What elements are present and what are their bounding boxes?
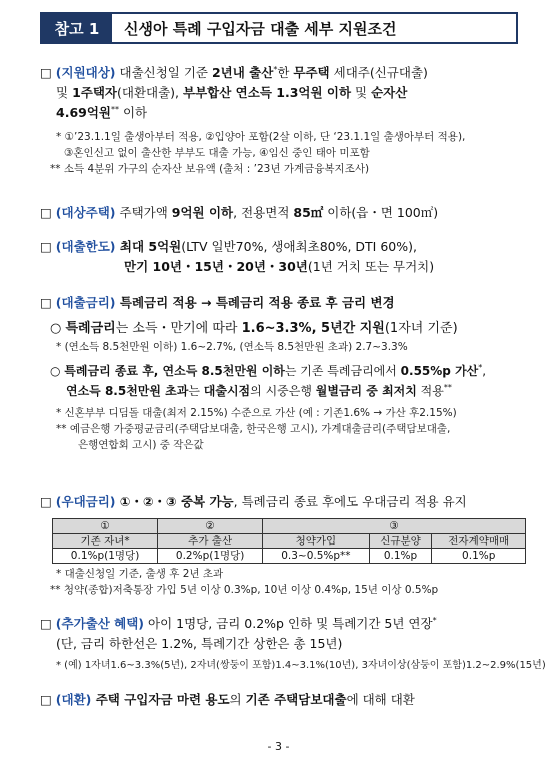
- section-eligibility: □ (지원대상) 대출신청일 기준 2년내 출산*한 무주택 세대주(신규대출) 및 1주택자(대환대출), 부부합산 연소득 1.3억원 이하 및 순자산 4.69억원** 이하 * ①’23.1.1일 출생아부터 적용, ②입양아 포함(2살 이하, 단 ‘23.1.1일 출생아부터 적용), ③혼인신고 없이 출산한 부부도 대출 가능, ④임신 중인 태아 미포함 ** 소득 4분위 가구의 순자산 보유액 (출처 : ’23년 가계금융복지조사): [40, 63, 520, 177]
- table-cell: ③: [263, 519, 526, 534]
- footnote: * 대출신청일 기준, 출생 후 2년 초과: [56, 568, 224, 580]
- section-refinance: □ (대환) 주택 구입자금 마련 용도의 기존 주택담보대출에 대해 대환: [40, 692, 415, 707]
- footnote: ** 예금은행 가중평균금리(주택담보대출, 한국은행 고시), 가계대출금리(주택담보대출,: [56, 423, 451, 435]
- table-cell: 0.3~0.5%p**: [263, 549, 369, 564]
- table-header: 신규분양: [369, 534, 432, 549]
- footnote: ** 청약(종합)저축통장 가입 5년 이상 0.3%p, 10년 이상 0.4%p, 15년 이상 0.5%p: [50, 584, 439, 596]
- section-target-housing: □ (대상주택) 주택가액 9억원 이하, 전용면적 85㎡ 이하(읍・면 100㎡): [40, 205, 439, 220]
- footnote: * (예) 1자녀1.6~3.3%(5년), 2자녀(쌍둥이 포함)1.4~3.1%(10년), 3자녀이상(삼둥이 포함)1.2~2.9%(15년): [56, 660, 546, 671]
- footnote: * ①’23.1.1일 출생아부터 적용, ②입양아 포함(2살 이하, 단 ‘23.1.1일 출생아부터 적용),: [56, 131, 466, 143]
- section-preferential-rate: □ (우대금리) ①・②・③ 중복 가능, 특례금리 종료 후에도 우대금리 적용 유지: [40, 494, 467, 509]
- section-label: (대환): [55, 692, 92, 707]
- table-cell: 0.1%p(1명당): [53, 549, 158, 564]
- table-cell: 0.1%p: [432, 549, 526, 564]
- footnote: * (연소득 8.5천만원 이하) 1.6~2.7%, (연소득 8.5천만원 초과) 2.7~3.3%: [56, 341, 408, 353]
- section-interest-rate: □ (대출금리) 특례금리 적용 → 특례금리 적용 종료 후 금리 변경 ○ 특례금리는 소득・만기에 따라 1.6~3.3%, 5년간 지원(1자녀 기준) * (연소득 8.5천만원 이하) 1.6~2.7%, (연소득 8.5천만원 초과) 2.7~3.3% ○ 특례금리 종료 후, 연소득 8.5천만원 이하는 기존 특례금리에서 0.55%p 가산*, 연소득 8.5천만원 초과는 대출시점의 시중은행 월별금리 중 최저치 적용** * 신혼부부 디딤돌 대출(최저 2.15%) 수준으로 가산 (예 : 기존1.6% → 가산 후2.15%) ** 예금은행 가중평균금리(주택담보대출, 한국은행 고시), 가계대출금리(주택담보대출, 은행연합회 고시) 중 작은값: [40, 293, 520, 453]
- section-label: (대출금리): [55, 295, 116, 310]
- section-header: [40, 12, 518, 44]
- section-label: (대상주택): [55, 205, 116, 220]
- section-additional-birth: □ (추가출산 혜택) 아이 1명당, 금리 0.2%p 인하 및 특례기간 5년 연장* (단, 금리 하한선은 1.2%, 특례기간 상한은 총 15년) * (예) 1자녀1.6~3.3%(5년), 2자녀(쌍둥이 포함)1.4~3.1%(10년), 3자녀이상(삼둥이 포함)1.2~2.9%(15년): [40, 614, 520, 674]
- table-cell: 0.1%p: [369, 549, 432, 564]
- section-loan-limit: □ (대출한도) 최대 5억원(LTV 일반70%, 생애최초80%, DTI 60%), 만기 10년・15년・20년・30년(1년 거치 또는 무거치): [40, 239, 435, 274]
- footnote: * 신혼부부 디딤돌 대출(최저 2.15%) 수준으로 가산 (예 : 기존1.6% → 가산 후2.15%): [56, 407, 457, 419]
- table-header: 기존 자녀*: [53, 534, 158, 549]
- table-cell: ②: [158, 519, 263, 534]
- preferential-rate-table: [52, 518, 526, 564]
- table-cell: ①: [53, 519, 158, 534]
- section-label: (추가출산 혜택): [55, 616, 145, 631]
- section-label: (대출한도): [55, 239, 116, 254]
- page-number: - 3 -: [267, 740, 290, 753]
- page-title: 신생아 특례 구입자금 대출 세부 지원조건: [124, 19, 397, 38]
- section-label: (우대금리): [55, 494, 116, 509]
- table-header: 전자계약매매: [432, 534, 526, 549]
- table-cell: 0.2%p(1명당): [158, 549, 263, 564]
- section-preferential-footnotes: [40, 566, 520, 598]
- table-header: 추가 출산: [158, 534, 263, 549]
- section-label: (지원대상): [55, 65, 116, 80]
- footnote: ** 소득 4분위 가구의 순자산 보유액 (출처 : ’23년 가계금융복지조사): [50, 163, 370, 175]
- footnote: ③혼인신고 없이 출산한 부부도 대출 가능, ④임신 중인 태아 미포함: [64, 147, 370, 159]
- reference-tag: 참고 1: [42, 14, 112, 42]
- table-header: 청약가입: [263, 534, 369, 549]
- footnote: 은행연합회 고시) 중 작은값: [78, 439, 204, 451]
